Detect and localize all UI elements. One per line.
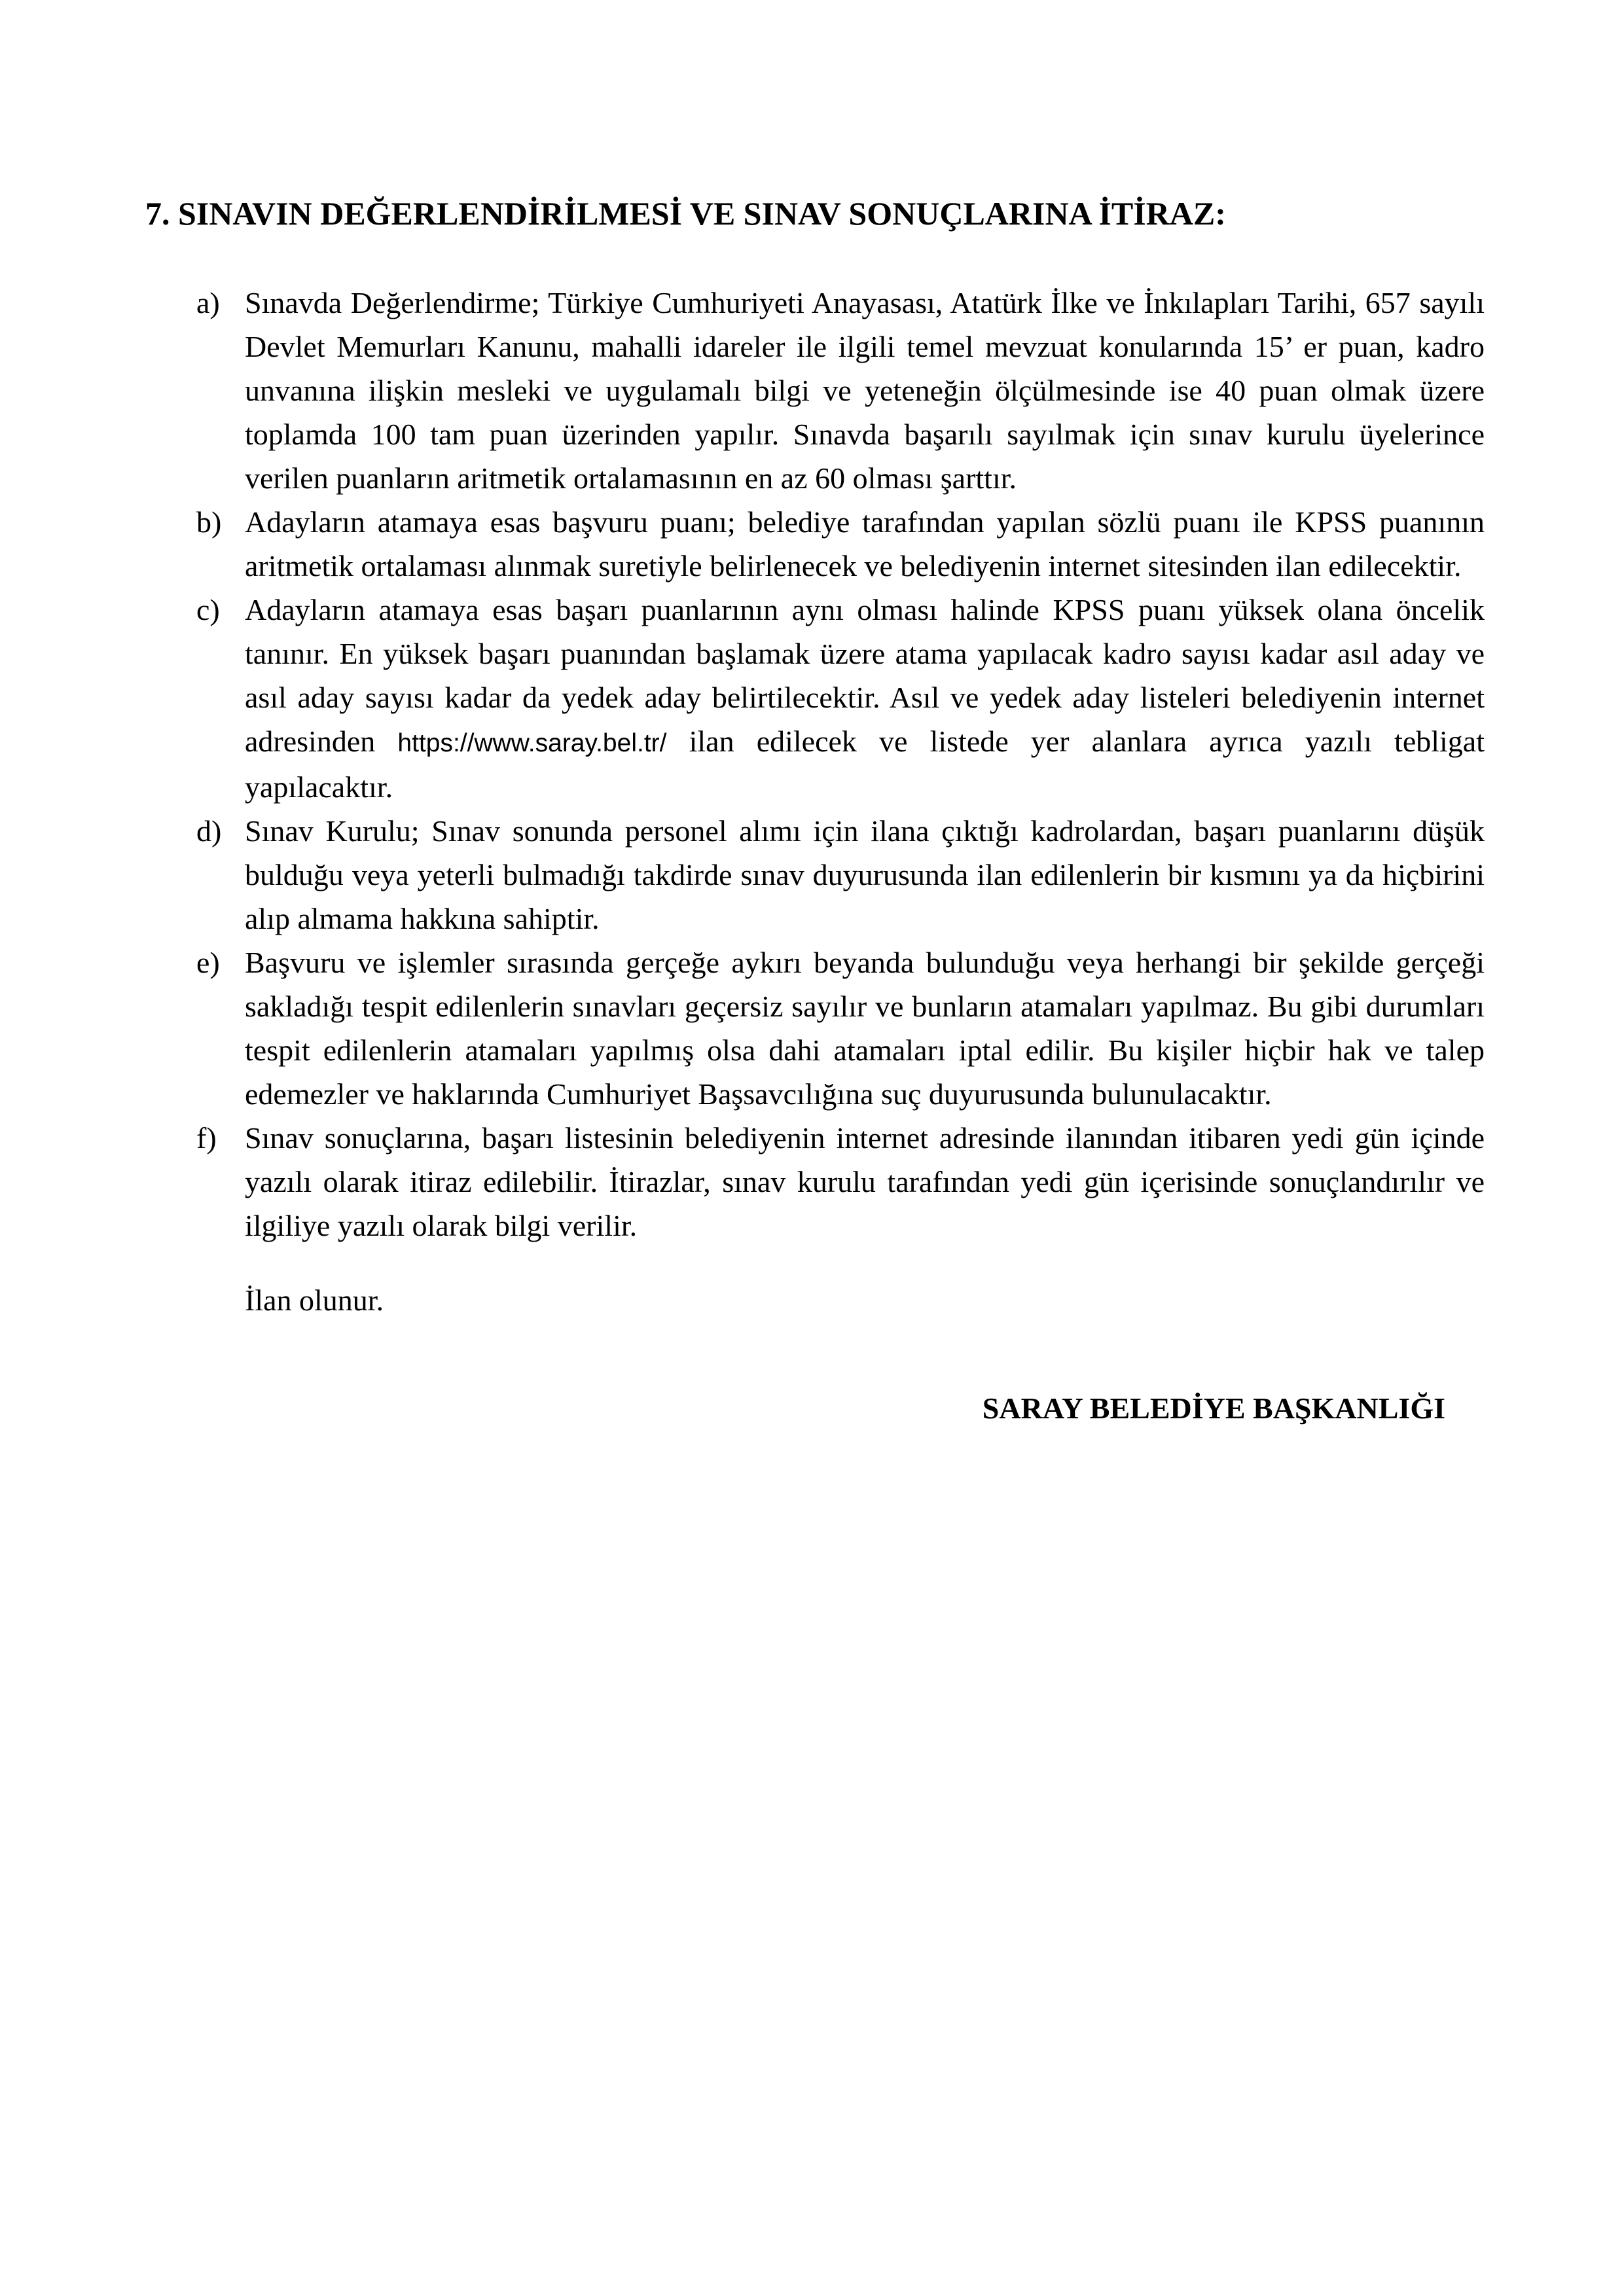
list-marker-f: f) (196, 1121, 217, 1155)
list-item-a (196, 281, 1485, 500)
list-item-e (196, 941, 1485, 1116)
list-text-b: Adayların atamaya esas başvuru puanı; belediye tarafından yapılan sözlü puanı ile KPSS puanının aritmetik ortalaması alınmak suretiyle belirlenecek ve belediyenin internet sitesinden ilan edilecektir. (245, 505, 1485, 583)
section-heading: 7. SINAVIN DEĞERLENDİRİLMESİ VE SINAV SONUÇLARINA İTİRAZ: (145, 195, 1226, 232)
list-text-d: Sınav Kurulu; Sınav sonunda personel alımı için ilana çıktığı kadrolardan, başarı puanlarını düşük bulduğu veya yeterli bulmadığı takdirde sınav duyurusunda ilan edilenlerin bir kısmını ya da hiçbirini alıp almama hakkına sahiptir. (245, 814, 1485, 935)
list-marker-b: b) (196, 505, 222, 539)
list-text-c-after-url: ilan edilecek ve listede yer alanlara ayrıca yazılı tebligat yapılacaktır. (245, 725, 1485, 804)
list-text-e: Başvuru ve işlemler sırasında gerçeğe aykırı beyanda bulunduğu veya herhangi bir şekilde gerçeği sakladığı tespit edilenlerin sınavları geçersiz sayılır ve bunların atamaları yapılmaz. Bu gibi durumları tespit edilenlerin atamaları yapılmış olsa dahi atamaları iptal edilir. Bu kişiler hiçbir hak ve talep edemezler ve haklarında Cumhuriyet Başsavcılığına suç duyurusunda bulunulacaktır. (245, 946, 1485, 1111)
list-item-b (196, 500, 1485, 588)
list-marker-d: d) (196, 814, 222, 848)
list-marker-a: a) (196, 286, 220, 319)
closing-statement: İlan olunur. (245, 1283, 384, 1317)
list-text-c (245, 588, 1485, 809)
lettered-list (196, 281, 1485, 1247)
list-item-f (196, 1116, 1485, 1247)
list-marker-e: e) (196, 946, 220, 979)
list-text-f: Sınav sonuçlarına, başarı listesinin belediyenin internet adresinde ilanından itibaren yedi gün içinde yazılı olarak itiraz edilebilir. İtirazlar, sınav kurulu tarafından yedi gün içerisinde sonuçlandırılır ve ilgiliye yazılı olarak bilgi verilir. (245, 1121, 1485, 1242)
list-item-c (196, 588, 1485, 809)
website-url-text: https://www.saray.bel.tr/ (397, 729, 667, 757)
signature-authority: SARAY BELEDİYE BAŞKANLIĞI (982, 1391, 1445, 1425)
document-content (0, 193, 1624, 1430)
list-marker-c: c) (196, 593, 220, 626)
list-text-c-before-url: Adayların atamaya esas başarı puanlarının aynı olması halinde KPSS puanı yüksek olana öncelik tanınır. En yüksek başarı puanından başlamak üzere atama yapılacak kadro sayısı kadar asıl aday ve asıl aday sayısı kadar da yedek aday belirtilecektir. Asıl ve yedek aday listeleri belediyenin internet adresinden (245, 593, 1485, 758)
list-text-a: Sınavda Değerlendirme; Türkiye Cumhuriyeti Anayasası, Atatürk İlke ve İnkılapları Tarihi, 657 sayılı Devlet Memurları Kanunu, mahalli idareler ile ilgili temel mevzuat konularında 15’ er puan, kadro unvanına ilişkin mesleki ve uygulamalı bilgi ve yeteneğin ölçülmesinde ise 40 puan olmak üzere toplamda 100 tam puan üzerinden yapılır. Sınavda başarılı sayılmak için sınav kurulu üyelerince verilen puanların aritmetik ortalamasının en az 60 olması şarttır. (245, 286, 1485, 495)
list-item-d (196, 809, 1485, 941)
